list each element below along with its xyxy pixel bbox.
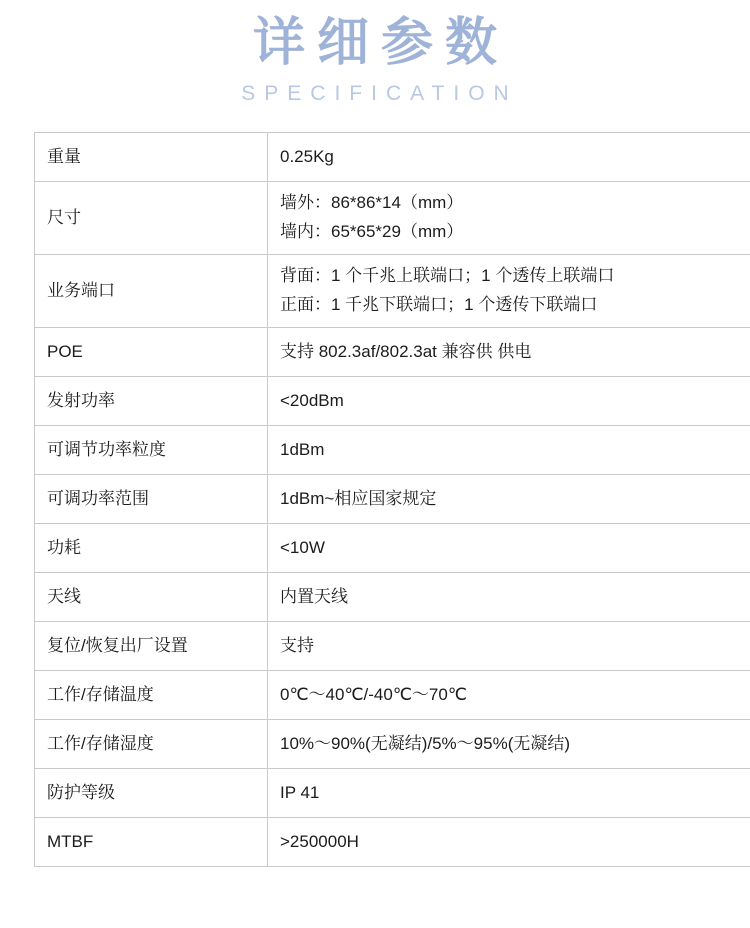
spec-key-cell: 尺寸 xyxy=(35,181,268,254)
spec-value-cell xyxy=(268,719,750,768)
table-row xyxy=(35,768,750,817)
spec-value-line: 1dBm~相应国家规定 xyxy=(280,488,437,508)
table-row xyxy=(35,474,750,523)
spec-value-line: 0℃～40℃/-40℃～70℃ xyxy=(280,684,467,704)
table-row xyxy=(35,572,750,621)
table-row xyxy=(35,719,750,768)
spec-value-cell xyxy=(268,181,750,254)
specification-table xyxy=(34,132,750,867)
spec-value-cell xyxy=(268,132,750,181)
spec-value-line: 内置天线 xyxy=(280,586,348,606)
table-row xyxy=(35,523,750,572)
spec-value-cell xyxy=(268,425,750,474)
spec-key-cell: 功耗 xyxy=(35,523,268,572)
page-subtitle: SPECIFICATION xyxy=(241,81,518,105)
spec-key-cell: 工作/存储湿度 xyxy=(35,719,268,768)
spec-key-cell: 工作/存储温度 xyxy=(35,670,268,719)
specification-table-wrapper xyxy=(34,132,716,867)
spec-key-cell: 重量 xyxy=(35,132,268,181)
spec-key-cell: 防护等级 xyxy=(35,768,268,817)
spec-value-cell xyxy=(268,523,750,572)
page-header xyxy=(0,0,750,106)
spec-key-cell: 发射功率 xyxy=(35,376,268,425)
spec-key-cell: 可调节功率粒度 xyxy=(35,425,268,474)
spec-value-cell xyxy=(268,327,750,376)
spec-value-cell xyxy=(268,768,750,817)
spec-value-line: 正面：1 千兆下联端口；1 个透传下联端口 xyxy=(280,294,598,314)
spec-key-cell: 天线 xyxy=(35,572,268,621)
table-row xyxy=(35,327,750,376)
spec-value-cell xyxy=(268,670,750,719)
spec-value-line: 支持 802.3af/802.3at 兼容供 供电 xyxy=(280,341,532,361)
table-row xyxy=(35,376,750,425)
table-row xyxy=(35,181,750,254)
spec-key-cell: 复位/恢复出厂设置 xyxy=(35,621,268,670)
spec-value-cell xyxy=(268,572,750,621)
spec-value-cell xyxy=(268,254,750,327)
spec-value-line: <10W xyxy=(280,537,325,557)
spec-value-line: 墙内：65*65*29（mm） xyxy=(280,221,464,241)
spec-value-cell xyxy=(268,376,750,425)
spec-value-line: <20dBm xyxy=(280,390,344,410)
spec-value-line: >250000H xyxy=(280,831,359,851)
spec-value-line: IP 41 xyxy=(280,782,320,802)
table-row xyxy=(35,254,750,327)
page-title: 详细参数 xyxy=(252,13,509,73)
spec-key-cell: MTBF xyxy=(35,817,268,866)
spec-value-cell xyxy=(268,474,750,523)
table-row xyxy=(35,817,750,866)
spec-value-line: 支持 xyxy=(280,635,314,655)
spec-value-line: 背面：1 个千兆上联端口；1 个透传上联端口 xyxy=(280,266,615,286)
table-row xyxy=(35,132,750,181)
spec-key-cell: POE xyxy=(35,327,268,376)
specification-table-body xyxy=(35,132,750,866)
spec-value-line: 1dBm xyxy=(280,439,325,459)
table-row xyxy=(35,621,750,670)
spec-key-cell: 可调功率范围 xyxy=(35,474,268,523)
spec-value-line: 墙外：86*86*14（mm） xyxy=(280,193,464,213)
table-row xyxy=(35,425,750,474)
spec-value-line: 0.25Kg xyxy=(280,146,334,166)
spec-key-cell: 业务端口 xyxy=(35,254,268,327)
spec-value-cell xyxy=(268,621,750,670)
spec-value-line: 10%～90%(无凝结)/5%～95%(无凝结) xyxy=(280,733,571,753)
table-row xyxy=(35,670,750,719)
spec-value-cell xyxy=(268,817,750,866)
